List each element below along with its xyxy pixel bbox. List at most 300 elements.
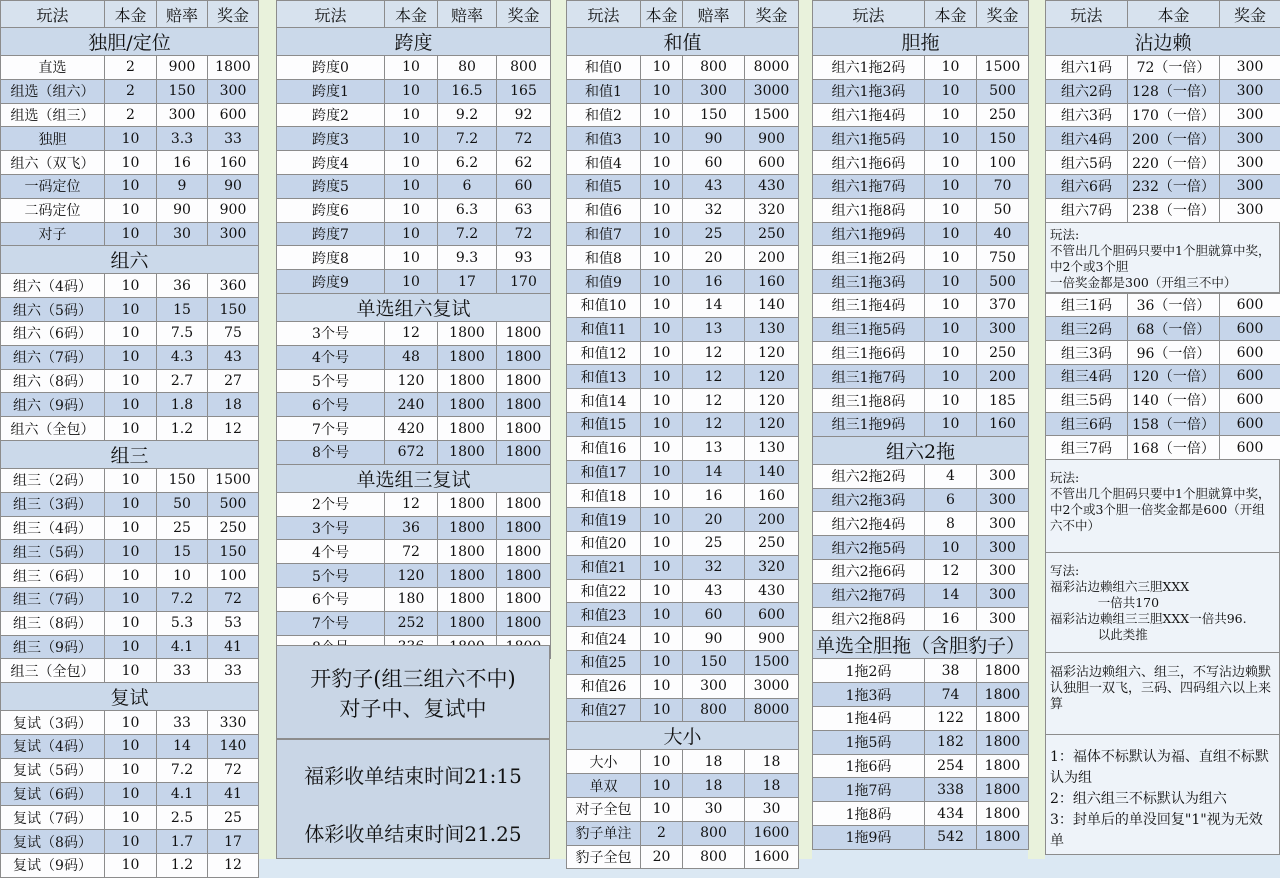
table-row (1, 222, 259, 246)
table-cell: 43 (683, 174, 745, 198)
table-cell: 组三（6码） (1, 564, 105, 588)
table-cell: 组三1拖8码 (813, 389, 925, 413)
table-row (567, 627, 799, 651)
table-cell: 300 (1220, 103, 1280, 127)
table-cell: 15 (157, 298, 208, 322)
header-cell: 玩法 (813, 1, 925, 28)
table-cell: 组三（2码） (1, 468, 105, 492)
table-cell: 1800 (497, 540, 551, 564)
table-row (813, 103, 1029, 127)
table-cell: 62 (497, 151, 551, 175)
table-cell: 17 (208, 830, 259, 854)
header-cell: 奖金 (208, 1, 259, 28)
header-cell: 本金 (385, 1, 438, 28)
table-row (1, 79, 259, 103)
section-title: 单选全胆拖（含胆豹子） (813, 631, 1029, 659)
table-cell: 复试（4码） (1, 734, 105, 758)
section-title-row (277, 293, 551, 321)
table-cell: 1800 (977, 802, 1029, 826)
table-cell: 9.3 (438, 246, 497, 270)
table-row (813, 706, 1029, 730)
section-title-row (1, 28, 259, 56)
table-row (567, 650, 799, 674)
table-cell: 60 (683, 603, 745, 627)
table-row (813, 683, 1029, 707)
table-row (813, 536, 1029, 560)
table-cell: 900 (157, 56, 208, 80)
table-cell: 40 (977, 222, 1029, 246)
section-title: 跨度 (277, 28, 551, 56)
table-cell: 300 (977, 607, 1029, 631)
header-cell: 奖金 (745, 1, 799, 28)
table-cell: 18 (208, 393, 259, 417)
section-title-row (1046, 28, 1280, 56)
table-cell: 10 (925, 365, 977, 389)
table-cell: 10 (105, 587, 157, 611)
table-cell: 430 (745, 579, 799, 603)
rules-note-b: 玩法: 不管出几个胆码只要中1个胆就算中奖，中2个或3个胆一倍奖金都是600（开组六不中） (1045, 460, 1280, 553)
table-cell: 10 (925, 198, 977, 222)
table-cell: 组三（3码） (1, 492, 105, 516)
table-cell: 复试（3码） (1, 711, 105, 735)
table-row (1046, 412, 1280, 436)
table-cell: 150 (157, 79, 208, 103)
table-cell: 30 (157, 222, 208, 246)
table-cell: 和值23 (567, 603, 641, 627)
table-cell: 600 (1220, 436, 1280, 460)
table-cell: 跨度1 (277, 79, 385, 103)
header-cell: 赔率 (683, 1, 745, 28)
table-row (277, 198, 551, 222)
table-cell: 组三（4码） (1, 516, 105, 540)
table-cell: 组选（组六） (1, 79, 105, 103)
table-cell: 和值6 (567, 198, 641, 222)
table-cell: 36 (385, 516, 438, 540)
table-column-1 (0, 0, 258, 878)
table-cell: 1500 (208, 468, 259, 492)
table-cell: 1800 (208, 56, 259, 80)
table-cell: 10 (385, 246, 438, 270)
table-cell: 434 (925, 802, 977, 826)
table-cell: 组六7码 (1046, 198, 1128, 222)
notice-line-2: 对子中、复试中 (277, 694, 549, 724)
table-cell: 900 (745, 627, 799, 651)
table-cell: 15 (157, 540, 208, 564)
table-cell: 10 (641, 174, 683, 198)
table-cell: 41 (208, 635, 259, 659)
table-cell: 10 (925, 341, 977, 365)
table-cell: 1800 (438, 440, 497, 464)
table-cell: 75 (208, 321, 259, 345)
table-cell: 130 (745, 436, 799, 460)
table-cell: 90 (683, 127, 745, 151)
table-cell: 1800 (438, 611, 497, 635)
table-row (1046, 127, 1280, 151)
table-cell: 10 (641, 127, 683, 151)
section-title: 复试 (1, 683, 259, 711)
table-cell: 300 (977, 512, 1029, 536)
table-cell: 182 (925, 730, 977, 754)
table-cell: 10 (105, 611, 157, 635)
table-cell: 33 (208, 659, 259, 683)
table-cell: 4.1 (157, 782, 208, 806)
table-row (1, 564, 259, 588)
table-cell: 7.2 (157, 758, 208, 782)
table-cell: 10 (157, 564, 208, 588)
table-cell: 1600 (745, 821, 799, 845)
table-cell: 1800 (977, 825, 1029, 849)
table-cell: 68（一倍） (1128, 317, 1220, 341)
table-cell: 组六（7码） (1, 345, 105, 369)
table-cell: 10 (641, 151, 683, 175)
table-cell: 600 (208, 103, 259, 127)
section-title-row (813, 436, 1029, 464)
table-row (1046, 364, 1280, 388)
table-row (1, 734, 259, 758)
notice-line-1: 开豹子(组三组六不中) (277, 664, 549, 694)
table-cell: 3个号 (277, 321, 385, 345)
table-cell: 140 (745, 460, 799, 484)
table-row (813, 317, 1029, 341)
table-cell: 14 (157, 734, 208, 758)
table-cell: 组六（8码） (1, 369, 105, 393)
table-row (567, 797, 799, 821)
table-row (1046, 56, 1280, 80)
table-cell: 10 (641, 484, 683, 508)
table-cell: 10 (925, 151, 977, 175)
table-cell: 200 (745, 246, 799, 270)
table-cell: 1800 (438, 516, 497, 540)
table-cell: 组六2码 (1046, 79, 1128, 103)
section-title-row (567, 722, 799, 750)
table-cell: 300 (977, 559, 1029, 583)
table-row (1046, 103, 1280, 127)
table-row (1, 345, 259, 369)
table-cell: 1800 (438, 564, 497, 588)
table-row (1, 830, 259, 854)
table-cell: 18 (683, 750, 745, 774)
table-cell: 对子全包 (567, 797, 641, 821)
table-cell: 12 (385, 321, 438, 345)
table-row (1, 782, 259, 806)
table-cell: 单双 (567, 774, 641, 798)
table-cell: 4.3 (157, 345, 208, 369)
table-row (567, 365, 799, 389)
table-row (277, 417, 551, 441)
table-cell: 53 (208, 611, 259, 635)
table-cell: 1拖6码 (813, 754, 925, 778)
table-cell: 12 (385, 492, 438, 516)
table-cell: 10 (105, 222, 157, 246)
table-cell: 10 (641, 198, 683, 222)
table-row (1046, 151, 1280, 175)
table-cell: 20 (683, 246, 745, 270)
table-cell: 组三（9码） (1, 635, 105, 659)
table-row (277, 540, 551, 564)
table-row (567, 460, 799, 484)
table-cell: 组六1拖5码 (813, 127, 925, 151)
table-cell: 33 (157, 711, 208, 735)
table-cell: 跨度7 (277, 222, 385, 246)
table-cell: 20 (641, 845, 683, 869)
section-title-row (813, 28, 1029, 56)
table-cell: 7.5 (157, 321, 208, 345)
table-cell: 10 (385, 151, 438, 175)
table-cell: 160 (977, 412, 1029, 436)
table-cell: 10 (925, 79, 977, 103)
table-cell: 组三1拖3码 (813, 270, 925, 294)
table-row (813, 802, 1029, 826)
table-cell: 165 (497, 79, 551, 103)
table-cell: 10 (105, 635, 157, 659)
table-cell: 组六（4码） (1, 274, 105, 298)
table-cell: 10 (385, 127, 438, 151)
table-row (567, 750, 799, 774)
table-cell: 组三6码 (1046, 412, 1128, 436)
table-row (813, 341, 1029, 365)
table-row (567, 127, 799, 151)
table-cell: 17 (438, 270, 497, 294)
table-cell: 组三（5码） (1, 540, 105, 564)
table-cell: 10 (925, 246, 977, 270)
table-cell: 和值21 (567, 555, 641, 579)
section-title: 单选组三复试 (277, 464, 551, 492)
table-cell: 10 (385, 270, 438, 294)
rules-note-a: 玩法: 不管出几个胆码只要中1个胆就算中奖，中2个或3个胆 一倍奖金都是300（开组三不中） (1045, 223, 1280, 293)
table-cell: 10 (105, 417, 157, 441)
table-cell: 10 (641, 56, 683, 80)
table-cell: 和值4 (567, 151, 641, 175)
table-cell: 10 (105, 540, 157, 564)
table-cell: 组三（全包） (1, 659, 105, 683)
table-row (1, 711, 259, 735)
table-row (813, 365, 1029, 389)
section-title: 组六 (1, 246, 259, 274)
table-cell: 12 (683, 341, 745, 365)
table-cell: 320 (745, 555, 799, 579)
table-cell: 300 (208, 79, 259, 103)
table-cell: 10 (105, 127, 157, 151)
table-row (1, 274, 259, 298)
table-cell: 250 (745, 531, 799, 555)
header-row (1, 1, 259, 28)
table-row (277, 321, 551, 345)
header-row (813, 1, 1029, 28)
table-cell: 16 (925, 607, 977, 631)
table-row (1046, 388, 1280, 412)
table-cell: 36（一倍） (1128, 293, 1220, 317)
section-title-row (567, 28, 799, 56)
table-cell: 43 (208, 345, 259, 369)
header-cell: 奖金 (1220, 1, 1280, 28)
table-row (567, 603, 799, 627)
table-cell: 1800 (497, 440, 551, 464)
table-cell: 组六（5码） (1, 298, 105, 322)
table-cell: 组六1拖2码 (813, 56, 925, 80)
table-cell: 160 (745, 484, 799, 508)
table-cell: 10 (641, 603, 683, 627)
table-cell: 120 (745, 365, 799, 389)
table-row (567, 774, 799, 798)
header-cell: 本金 (105, 1, 157, 28)
table-cell: 10 (385, 103, 438, 127)
table-cell: 1800 (438, 587, 497, 611)
table-cell: 复试（7码） (1, 806, 105, 830)
section-title: 独胆/定位 (1, 28, 259, 56)
table-cell: 150 (683, 103, 745, 127)
table-cell: 14 (925, 583, 977, 607)
table-cell: 120 (745, 389, 799, 413)
table-row (813, 488, 1029, 512)
table-cell: 10 (641, 79, 683, 103)
table-cell: 和值7 (567, 222, 641, 246)
table-row (567, 79, 799, 103)
table-cell: 120 (385, 369, 438, 393)
table-cell: 6个号 (277, 587, 385, 611)
table-cell: 跨度0 (277, 56, 385, 80)
table-row (277, 440, 551, 464)
table-cell: 5个号 (277, 369, 385, 393)
section-title-row (277, 28, 551, 56)
table-cell: 10 (641, 627, 683, 651)
table-row (567, 845, 799, 869)
table-cell: 128（一倍） (1128, 79, 1220, 103)
table-row (1, 492, 259, 516)
table-cell: 330 (208, 711, 259, 735)
table-row (1, 587, 259, 611)
table-cell: 300 (1220, 56, 1280, 80)
table-cell: 组三1拖5码 (813, 317, 925, 341)
table-cell: 150 (208, 540, 259, 564)
table-cell: 10 (105, 830, 157, 854)
table-row (567, 293, 799, 317)
table-row (277, 369, 551, 393)
table-row (567, 151, 799, 175)
table-cell: 大小 (567, 750, 641, 774)
table-cell: 1拖4码 (813, 706, 925, 730)
table-cell: 1800 (497, 393, 551, 417)
default-note: 福彩沾边赖组六、组三，不写沾边赖默认独胆一双飞，三码、四码组六以上来算 (1045, 653, 1280, 735)
col4-table (812, 0, 1029, 850)
table-cell: 和值1 (567, 79, 641, 103)
table-cell: 13 (683, 317, 745, 341)
table-row (1046, 293, 1280, 317)
table-row (1, 468, 259, 492)
table-row (1, 758, 259, 782)
table-cell: 12 (208, 417, 259, 441)
table-cell: 10 (925, 412, 977, 436)
table-row (1046, 79, 1280, 103)
table-cell: 10 (105, 782, 157, 806)
table-cell: 220（一倍） (1128, 151, 1220, 175)
table-cell: 8个号 (277, 440, 385, 464)
table-cell: 1800 (497, 587, 551, 611)
table-row (1, 103, 259, 127)
table-cell: 48 (385, 345, 438, 369)
table-row (813, 730, 1029, 754)
table-cell: 120 (745, 341, 799, 365)
table-cell: 组六2拖6码 (813, 559, 925, 583)
header-cell: 奖金 (977, 1, 1029, 28)
table-cell: 10 (105, 468, 157, 492)
table-cell: 10 (925, 317, 977, 341)
table-row (1, 174, 259, 198)
table-cell: 10 (925, 389, 977, 413)
table-cell: 10 (641, 293, 683, 317)
table-cell: 10 (641, 579, 683, 603)
table-cell: 20 (683, 508, 745, 532)
table-cell: 300 (683, 674, 745, 698)
table-cell: 组三1码 (1046, 293, 1128, 317)
table-row (813, 607, 1029, 631)
table-cell: 组六（双飞） (1, 151, 105, 175)
table-cell: 对子 (1, 222, 105, 246)
table-cell: 2.5 (157, 806, 208, 830)
table-row (1046, 174, 1280, 198)
table-row (813, 222, 1029, 246)
table-row (567, 436, 799, 460)
table-cell: 25 (208, 806, 259, 830)
table-row (277, 345, 551, 369)
table-cell: 10 (641, 103, 683, 127)
table-cell: 组三1拖9码 (813, 412, 925, 436)
table-cell: 复试（5码） (1, 758, 105, 782)
table-cell: 10 (385, 222, 438, 246)
table-cell: 72 (497, 222, 551, 246)
table-cell: 1800 (438, 321, 497, 345)
col1-table (0, 0, 259, 878)
table-row (1, 151, 259, 175)
table-cell: 72 (385, 540, 438, 564)
table-row (1, 198, 259, 222)
table-cell: 组六1拖4码 (813, 103, 925, 127)
table-cell: 1拖9码 (813, 825, 925, 849)
table-cell: 1800 (497, 516, 551, 540)
section-title: 和值 (567, 28, 799, 56)
table-cell: 2 (105, 56, 157, 80)
table-cell: 320 (745, 198, 799, 222)
table-cell: 和值26 (567, 674, 641, 698)
table-cell: 组六3码 (1046, 103, 1128, 127)
table-cell: 500 (208, 492, 259, 516)
table-row (277, 174, 551, 198)
table-row (277, 246, 551, 270)
table-cell: 复试（6码） (1, 782, 105, 806)
table-cell: 158（一倍） (1128, 412, 1220, 436)
table-cell: 300 (977, 464, 1029, 488)
closing-time-box (276, 739, 550, 859)
table-cell: 600 (1220, 293, 1280, 317)
table-cell: 组六（9码） (1, 393, 105, 417)
table-cell: 74 (925, 683, 977, 707)
table-cell: 300 (1220, 198, 1280, 222)
table-cell: 60 (683, 151, 745, 175)
table-cell: 1800 (497, 564, 551, 588)
table-cell: 300 (977, 536, 1029, 560)
col2-table (276, 0, 551, 659)
table-cell: 80 (438, 56, 497, 80)
zhanbian-table (1045, 293, 1280, 461)
table-cell: 10 (925, 293, 977, 317)
table-cell: 和值17 (567, 460, 641, 484)
table-cell: 10 (641, 270, 683, 294)
table-cell: 和值13 (567, 365, 641, 389)
header-cell: 本金 (1128, 1, 1220, 28)
header-cell: 玩法 (1, 1, 105, 28)
table-cell: 7.2 (157, 587, 208, 611)
table-cell: 10 (925, 174, 977, 198)
table-cell: 1800 (977, 730, 1029, 754)
